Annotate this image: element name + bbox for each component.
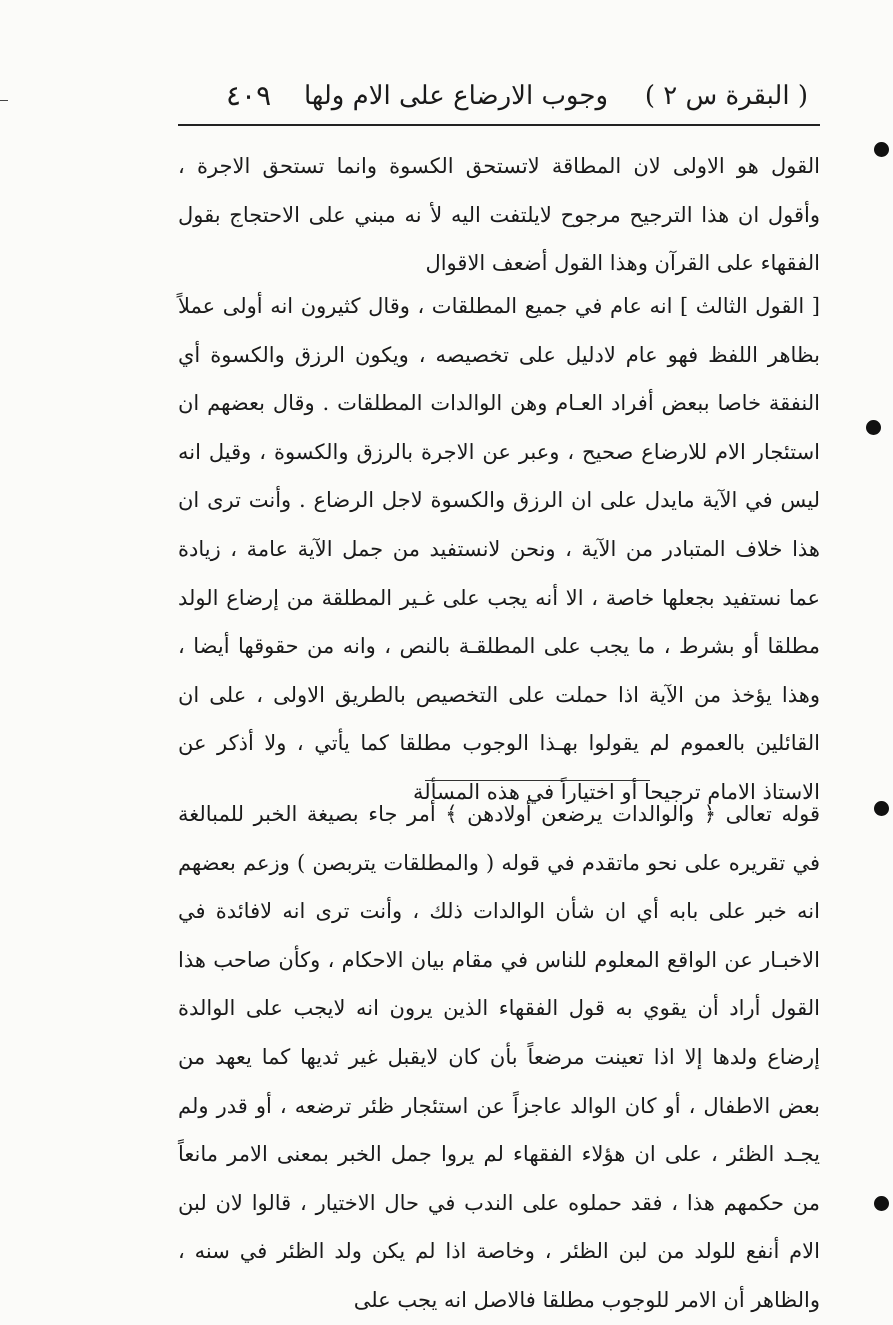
- scan-edge-mark: [0, 100, 8, 101]
- page-number: ٤٠٩: [226, 79, 272, 112]
- binding-hole-mark: [874, 142, 889, 157]
- binding-hole-mark: [874, 1196, 889, 1211]
- running-header: [178, 70, 818, 122]
- header-rule: [178, 124, 820, 126]
- paragraph-2: [ القول الثالث ] انه عام في جميع المطلقات ، وقال كثيرون انه أولى عملاً بظاهر اللفظ فهو عام لادليل على تخصيصه ، ويكون الرزق والكسوة أي النفقة خاصا ببعض أفراد العـام وهن الوالدات المطلقات . وقال بعضهم ان استئجار الام للارضاع صحيح ، وعبر عن الاجرة بالرزق والكسوة ، وقيل انه ليس في الآية مايدل على ان الرزق والكسوة لاجل الرضاع . وأنت ترى ان هذا خلاف المتبادر من الآية ، ونحن لانستفيد من جمل الآية عامة ، زيادة عما نستفيد بجعلها خاصة ، الا أنه يجب على غـير المطلقة من إرضاع الولد مطلقا أو بشرط ، ما يجب على المطلقـة بالنص ، وانه من حقوقها أيضا ، وهذا يؤخذ من الآية اذا حملت على التخصيص بالطريق الاولى ، على ان القائلين بالعموم لم يقولوا بهـذا الوجوب مطلقا كما يأتي ، ولا أذكر عن الاستاذ الامام ترجيحا أو اختياراً في هذه المسألة: [178, 294, 820, 804]
- paragraph-1: القول هو الاولى لان المطاقة لاتستحق الكسوة وانما تستحق الاجرة ، وأقول ان هذا الترجيح مرجوح لايلتفت اليه لأ نه مبني على الاحتجاج بقول الفقهاء على القرآن وهذا القول أضعف الاقوال: [178, 154, 820, 276]
- header-surah-reference: ( البقرة س ٢ ): [644, 81, 808, 111]
- binding-hole-mark: [866, 420, 881, 435]
- binding-hole-mark: [874, 801, 889, 816]
- header-title: وجوب الارضاع على الام ولها: [303, 81, 608, 111]
- paragraph-3: قوله تعالى ﴿ والوالدات يرضعن أولادهن ﴾ أمر جاء بصيغة الخبر للمبالغة في تقريره على نحو ماتقدم في قوله ( والمطلقات يتربصن ) وزعم بعضهم انه خبر على بابه أي ان شأن الوالدات ذلك ، وأنت ترى انه لافائدة في الاخبـار عن الواقع المعلوم للناس في مقام بيان الاحكام ، وكأن صاحب هذا القول أراد أن يقوي به قول الفقهاء الذين يرون انه لايجب على الوالدة إرضاع ولدها إلا اذا تعينت مرضعاً بأن كان لايقبل غير ثديها كما يعهد من بعض الاطفال ، أو كان الوالد عاجزاً عن استئجار ظئر ترضعه ، أو قدر ولم يجـد الظئر ، على ان هؤلاء الفقهاء لم يروا جمل الخبر بمعنى الامر مانعاً من حكمهم هذا ، فقد حملوه على الندب في حال الاختيار ، قالوا لان لبن الام أنفع للولد من لبن الظئر ، وخاصة اذا لم يكن ولد الظئر في سنه ، والظاهر أن الامر للوجوب مطلقا فالاصل انه يجب على: [178, 802, 820, 1312]
- section-separator: [425, 780, 650, 781]
